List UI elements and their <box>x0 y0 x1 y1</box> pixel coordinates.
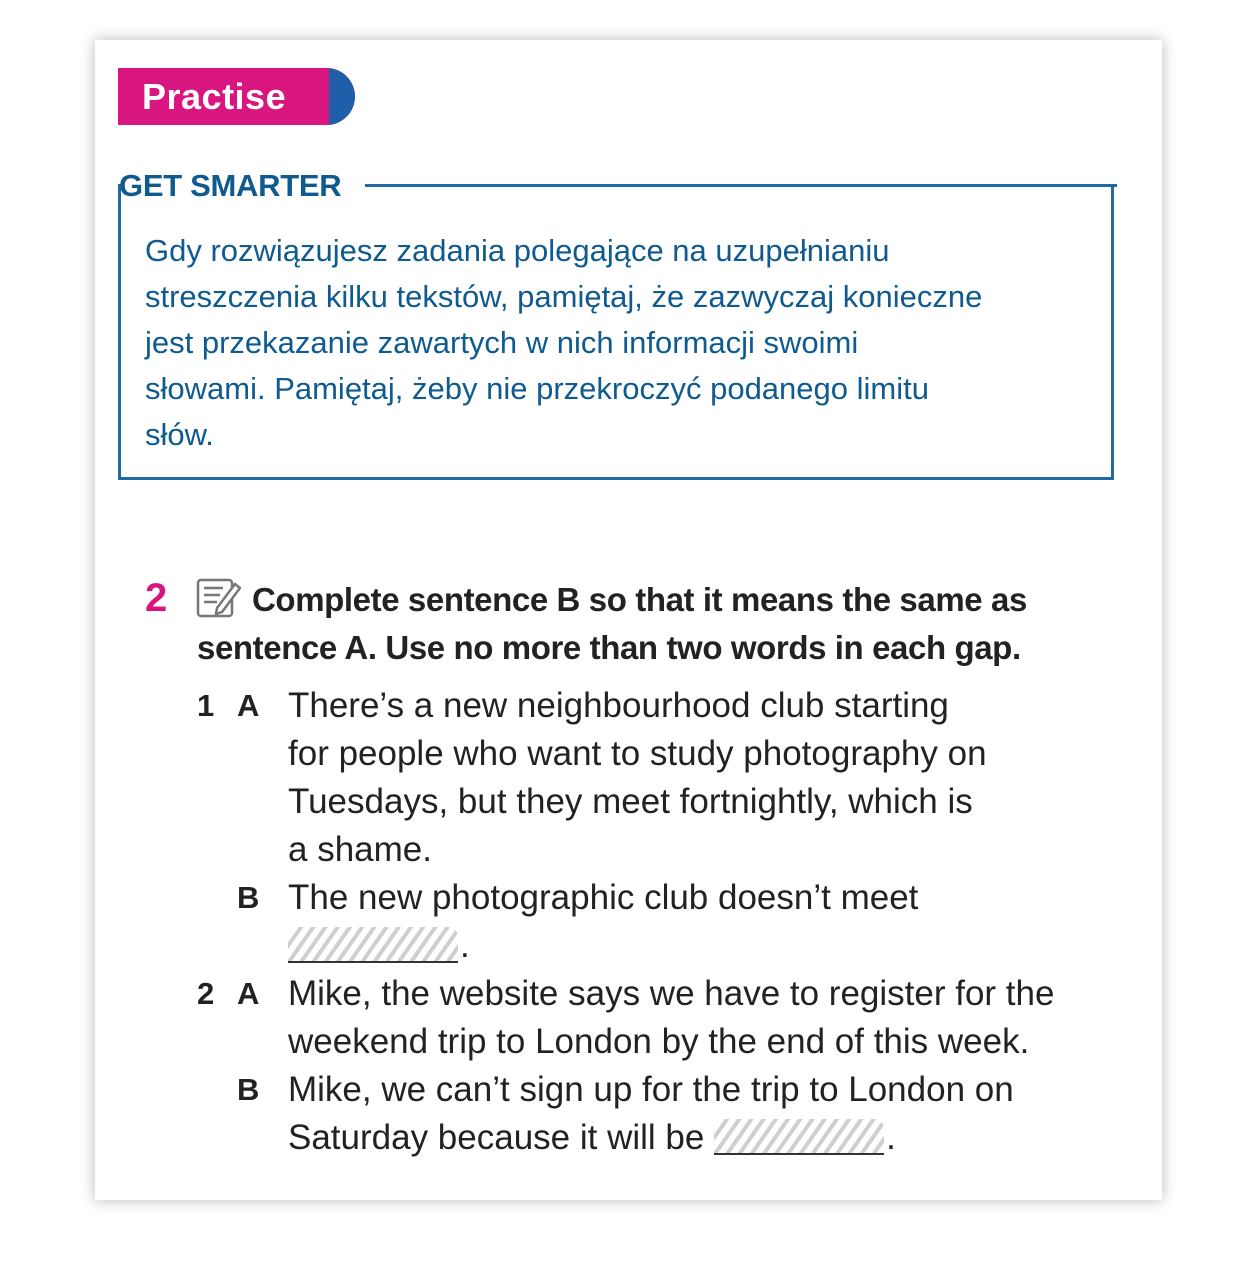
instruction-line: sentence A. Use no more than two words in each gap. <box>197 629 1021 666</box>
practise-tab-cap <box>329 68 355 125</box>
item-number: 2 <box>197 976 215 1011</box>
sentence-a <box>288 682 1148 874</box>
sentence-b <box>288 874 1148 970</box>
sentence-line: Mike, we can’t sign up for the trip to London on <box>288 1070 1014 1109</box>
sentence-line: weekend trip to London by the end of this week. <box>288 1022 1030 1061</box>
item-1 <box>95 682 1162 972</box>
sentence-b <box>288 1066 1148 1162</box>
sentence-line: There’s a new neighbourhood club starting <box>288 686 949 725</box>
sentence-line: for people who want to study photography on <box>288 734 987 773</box>
sentence-line: The new photographic club doesn’t meet <box>288 878 919 917</box>
get-smarter-line: jest przekazanie zawartych w nich informacji swoimi <box>145 325 859 360</box>
instruction-line: Complete sentence B so that it means the same as <box>252 581 1027 618</box>
sentence-end: . <box>886 1118 896 1157</box>
practise-tab <box>118 68 355 125</box>
item-2 <box>95 970 1162 1170</box>
sentence-a-letter: A <box>237 688 260 723</box>
sentence-b-letter: B <box>237 880 260 915</box>
sentence-line: Tuesdays, but they meet fortnightly, which is <box>288 782 973 821</box>
sentence-line <box>288 922 1148 970</box>
answer-gap[interactable] <box>714 1119 884 1155</box>
exercise-card <box>95 40 1162 1200</box>
practise-label: Practise <box>142 76 287 117</box>
item-number: 1 <box>197 688 215 723</box>
get-smarter-line: streszczenia kilku tekstów, pamiętaj, że zazwyczaj konieczne <box>145 279 983 314</box>
sentence-a <box>288 970 1148 1066</box>
sentence-a-letter: A <box>237 976 260 1011</box>
get-smarter-line: słów. <box>145 417 214 452</box>
exercise-instruction <box>197 576 1157 672</box>
sentence-line <box>288 1114 1148 1162</box>
sentence-line: Mike, the website says we have to register for the <box>288 974 1055 1013</box>
sentence-b-letter: B <box>237 1072 260 1107</box>
get-smarter-line: słowami. Pamiętaj, żeby nie przekroczyć podanego limitu <box>145 371 929 406</box>
get-smarter-top-rule <box>365 184 1117 187</box>
get-smarter-text <box>145 228 1105 458</box>
sentence-line: a shame. <box>288 830 432 869</box>
answer-gap[interactable] <box>288 927 458 963</box>
get-smarter-title: GET SMARTER <box>119 168 342 203</box>
get-smarter-line: Gdy rozwiązujesz zadania polegające na uzupełnianiu <box>145 233 890 268</box>
exercise-number: 2 <box>145 576 168 620</box>
sentence-text: Saturday because it will be <box>288 1118 705 1157</box>
sentence-end: . <box>460 926 470 965</box>
